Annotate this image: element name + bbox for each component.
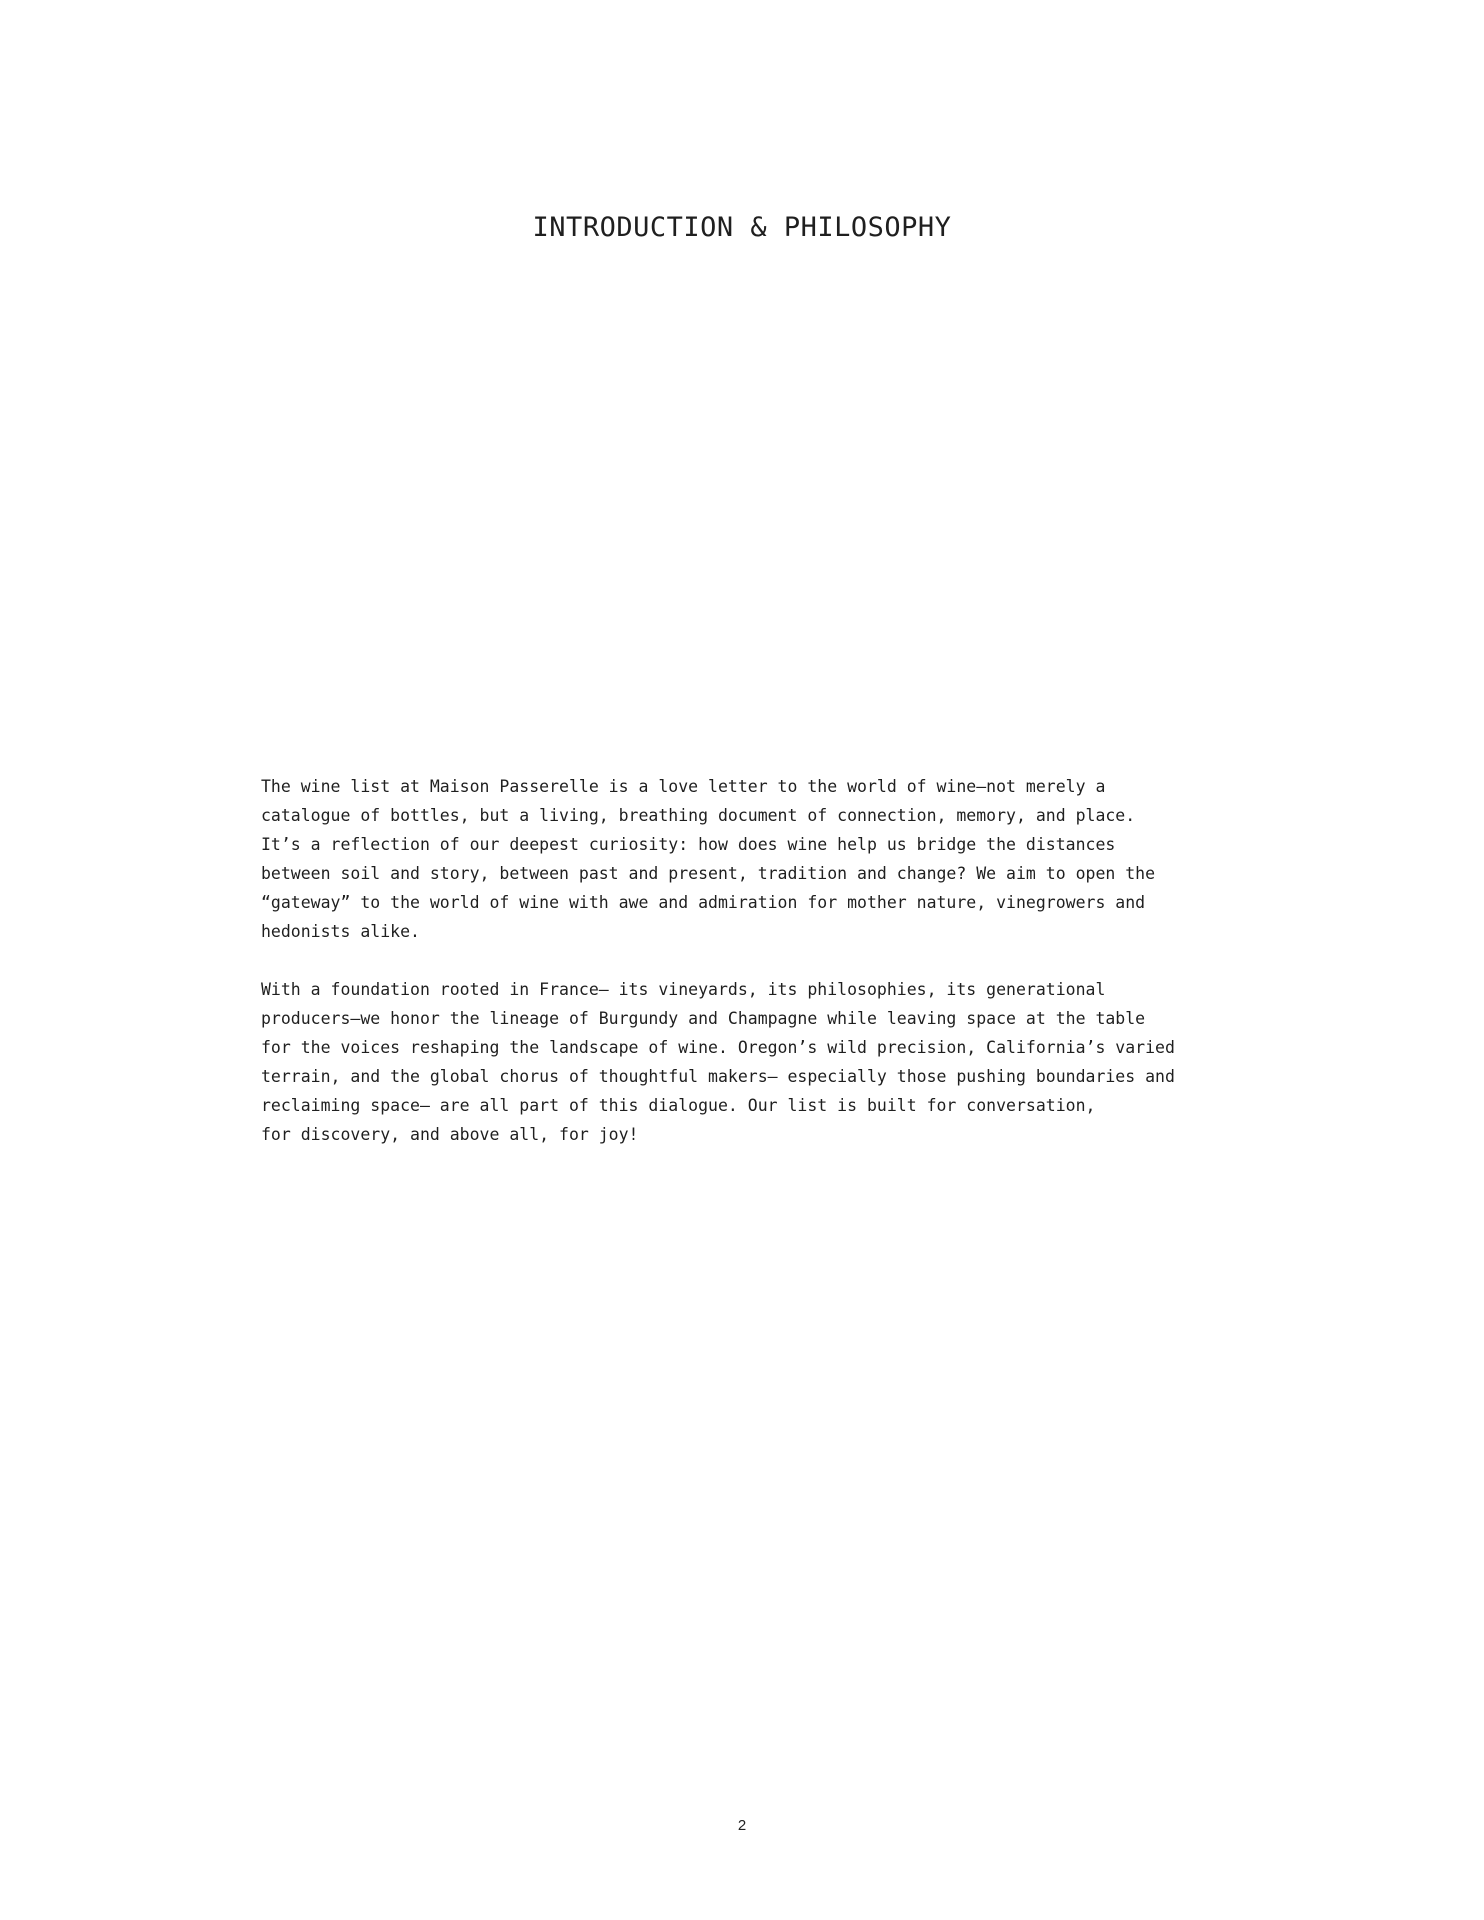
text-line: “gateway” to the world of wine with awe and admiration for mother nature, vinegrowers and bbox=[261, 893, 1146, 912]
page-title: INTRODUCTION & PHILOSOPHY bbox=[532, 212, 952, 243]
text-line: catalogue of bottles, but a living, breathing document of connection, memory, and place. bbox=[261, 806, 1136, 825]
text-line: for the voices reshaping the landscape of wine. Oregon’s wild precision, California’s varied bbox=[261, 1038, 1175, 1057]
body-text bbox=[261, 772, 1261, 1178]
text-line: The wine list at Maison Passerelle is a love letter to the world of wine—not merely a bbox=[261, 777, 1106, 796]
text-line: producers—we honor the lineage of Burgundy and Champagne while leaving space at the table bbox=[261, 1009, 1146, 1028]
page-number: 2 bbox=[737, 1817, 747, 1834]
text-line: between soil and story, between past and present, tradition and change? We aim to open the bbox=[261, 864, 1156, 883]
text-line: hedonists alike. bbox=[261, 922, 420, 941]
text-line: for discovery, and above all, for joy! bbox=[261, 1125, 639, 1144]
text-line: With a foundation rooted in France— its vineyards, its philosophies, its generational bbox=[261, 980, 1106, 999]
paragraph-philosophy bbox=[261, 975, 1261, 1149]
text-line: terrain, and the global chorus of thoughtful makers— especially those pushing boundaries and bbox=[261, 1067, 1175, 1086]
paragraph-introduction bbox=[261, 772, 1261, 946]
text-line: reclaiming space— are all part of this dialogue. Our list is built for conversation, bbox=[261, 1096, 1096, 1115]
text-line: It’s a reflection of our deepest curiosity: how does wine help us bridge the distances bbox=[261, 835, 1116, 854]
